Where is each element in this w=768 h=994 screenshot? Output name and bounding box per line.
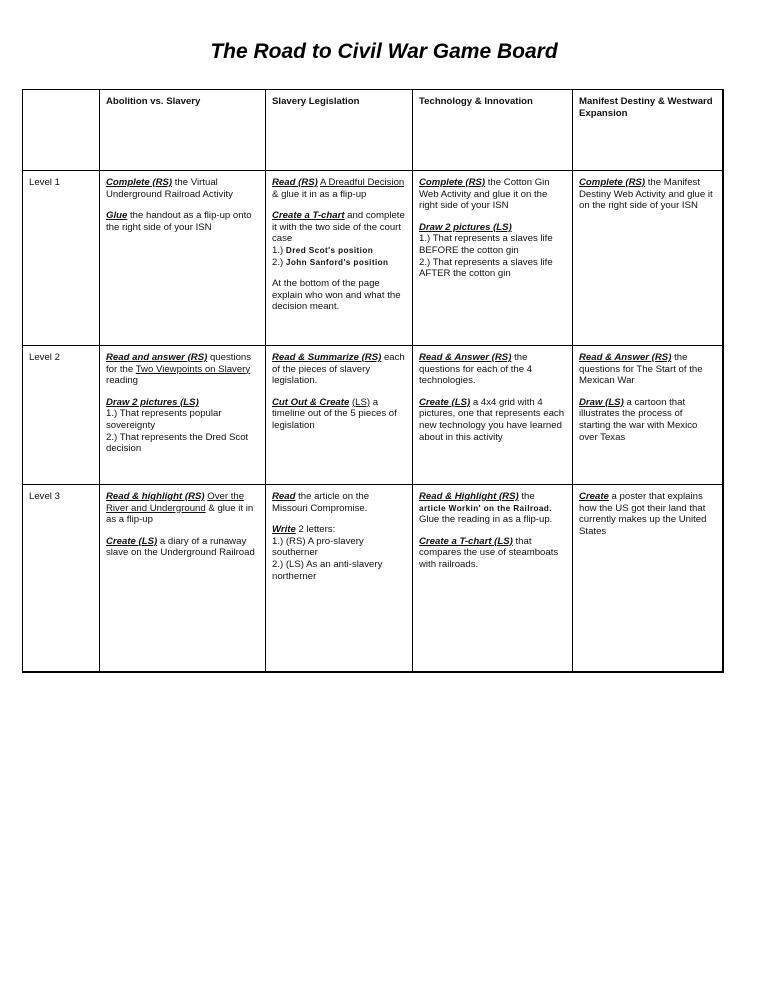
- level-label: Level 3: [23, 485, 100, 673]
- header-abolition: Abolition vs. Slavery: [100, 90, 266, 171]
- cell-l3-technology: [413, 485, 573, 673]
- list-item-text: John Sanford's position: [285, 257, 389, 267]
- task-text: the: [518, 491, 535, 502]
- task-text: 2 letters:: [295, 524, 336, 536]
- task-text: a timeline out of the 5 pieces of legislation: [272, 396, 397, 431]
- header-technology: Technology & Innovation: [413, 90, 573, 171]
- task-lead: Complete (RS): [579, 177, 646, 188]
- task-lead: Draw 2 pictures (LS): [106, 396, 199, 408]
- task-lead: Write: [272, 524, 296, 536]
- task-lead: Read: [272, 491, 296, 502]
- cell-l2-abolition: [100, 346, 266, 485]
- task-text: the Manifest Destiny Web Activity and glue it on the right side of your ISN: [579, 177, 713, 212]
- task-text: the Cotton Gin Web Activity and glue it on the right side of your ISN: [419, 177, 550, 212]
- list-item-number: 1.): [272, 244, 286, 256]
- list-item: 2.) That represents a slaves life AFTER the cotton gin: [419, 256, 553, 280]
- table-row-level-2: [23, 346, 723, 485]
- cell-l2-manifest: [573, 346, 723, 485]
- reading-title: Two Viewpoints on Slavery: [135, 363, 251, 375]
- cell-l3-legislation: [266, 485, 413, 673]
- task-lead: Read & Answer (RS): [419, 352, 512, 363]
- task-lead: Complete (RS): [106, 177, 173, 188]
- list-item-text: Dred Scot's position: [285, 245, 374, 255]
- task-text: Glue the reading in as a flip-up.: [419, 514, 553, 526]
- cell-l1-technology: [413, 171, 573, 346]
- cell-l1-legislation: [266, 171, 413, 346]
- list-item: 2.) That represents the Dred Scot decision: [106, 431, 249, 455]
- reading-title: article Workin' on the Railroad.: [419, 503, 552, 513]
- task-text: questions for the: [106, 352, 252, 375]
- task-lead: Create (LS): [419, 396, 471, 408]
- table-row-level-1: [23, 171, 723, 346]
- page-title: The Road to Civil War Game Board: [210, 40, 558, 63]
- task-lead: Read & Highlight (RS): [419, 491, 519, 502]
- header-row: [23, 90, 723, 171]
- task-text: each of the pieces of slavery legislation.: [272, 352, 405, 387]
- task-lead: Read & Summarize (RS): [272, 352, 382, 363]
- table-row-level-3: [23, 485, 723, 673]
- cell-l2-technology: [413, 346, 573, 485]
- reading-title: Over the River and Underground: [106, 491, 245, 514]
- task-lead: Create (LS): [106, 535, 158, 547]
- level-label: Level 2: [23, 346, 100, 485]
- task-tag: (LS): [351, 396, 371, 408]
- list-item: 2.) (LS) As an anti-slavery northerner: [272, 558, 383, 582]
- level-label: Level 1: [23, 171, 100, 346]
- task-lead: Read and answer (RS): [106, 352, 208, 363]
- task-text: At the bottom of the page explain who won and what the decision meant.: [272, 278, 401, 313]
- task-text: the article on the Missouri Compromise.: [272, 491, 370, 514]
- task-text: that compares the use of steamboats with railroads.: [419, 535, 559, 570]
- task-text: the questions for The Start of the Mexican War: [579, 352, 703, 387]
- task-lead: Read & highlight (RS): [106, 491, 205, 502]
- task-text: & glue it in as a flip-up: [106, 502, 254, 526]
- task-text: the questions for each of the 4 technologies.: [419, 352, 533, 387]
- header-manifest-destiny: Manifest Destiny & Westward Expansion: [573, 90, 723, 171]
- task-lead: Complete (RS): [419, 177, 486, 188]
- task-lead: Draw 2 pictures (LS): [419, 221, 512, 233]
- list-item: 1.) That represents a slaves life BEFORE the cotton gin: [419, 233, 553, 256]
- task-text: a 4x4 grid with 4 pictures, one that represents each new technology you have learned about in this activity: [419, 396, 565, 443]
- task-text: the handout as a flip-up onto the right side of your ISN: [106, 210, 252, 233]
- task-text: and complete it with the two side of the court case: [272, 210, 405, 245]
- task-lead: Cut Out & Create: [272, 396, 350, 408]
- list-item-number: 2.): [272, 256, 286, 268]
- cell-l3-manifest: [573, 485, 723, 673]
- task-lead: Read & Answer (RS): [579, 352, 672, 363]
- game-board-table: [22, 89, 724, 673]
- task-lead: Draw (LS): [579, 396, 624, 408]
- task-lead: Create: [579, 491, 609, 502]
- task-lead: Create a T-chart (LS): [419, 535, 513, 547]
- task-text: a poster that explains how the US got their land that currently makes up the United States: [579, 491, 707, 537]
- list-item: 1.) That represents popular sovereignty: [106, 408, 222, 431]
- reading-title: A Dreadful Decision: [319, 177, 405, 188]
- task-lead: Read (RS): [272, 177, 318, 188]
- task-text: the Virtual Underground Railroad Activity: [106, 177, 233, 200]
- task-text: a diary of a runaway slave on the Underground Railroad: [106, 535, 255, 559]
- header-cell-empty: [23, 90, 100, 171]
- cell-l3-abolition: [100, 485, 266, 673]
- cell-l2-legislation: [266, 346, 413, 485]
- task-text: & glue it in as a flip-up: [272, 188, 367, 200]
- task-lead: Glue: [106, 210, 128, 222]
- task-text: a cartoon that illustrates the process of starting the war with Mexico over Texas: [579, 396, 698, 443]
- header-legislation: Slavery Legislation: [266, 90, 413, 171]
- cell-l1-abolition: [100, 171, 266, 346]
- cell-l1-manifest: [573, 171, 723, 346]
- task-text: reading: [106, 375, 139, 387]
- list-item: 1.) (RS) A pro-slavery southerner: [272, 535, 364, 559]
- task-lead: Create a T-chart: [272, 210, 345, 222]
